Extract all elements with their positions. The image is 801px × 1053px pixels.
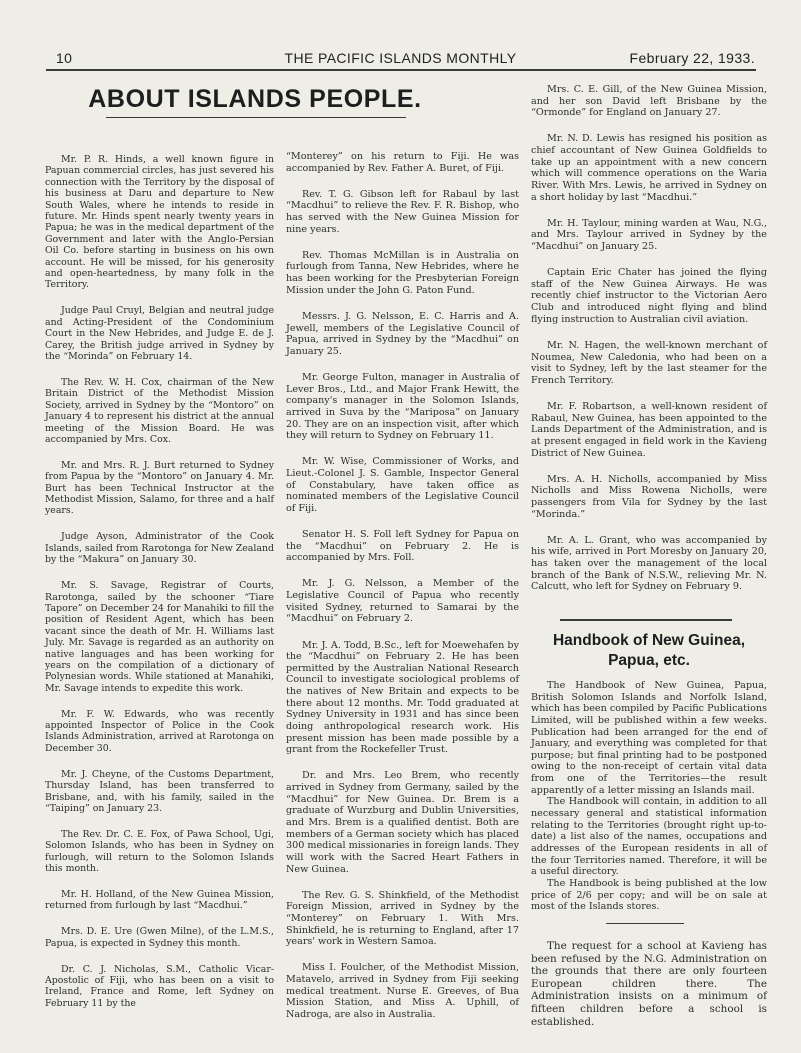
paragraph: The Handbook will contain, in addition to all necessary general and statistical information relating to the Territories (brought right up-to-date) a list also of the names, occupations and addresses of the European residents in all of the four Territories named. Therefore, it will be a useful directory. <box>531 796 767 878</box>
paragraph: Mr. H. Holland, of the New Guinea Mission, returned from furlough by last “Macdhui.” <box>45 889 274 912</box>
paragraph: “Monterey” on his return to Fiji. He was accompanied by Rev. Father A. Buret, of Fiji. <box>286 151 519 174</box>
paragraph: The Handbook is being published at the low price of 2/6 per copy; and will be on sale at most of the Islands stores. <box>531 877 767 913</box>
paragraph: Rev. T. G. Gibson left for Rabaul by last “Macdhui” to relieve the Rev. F. R. Bishop, who has served with the New Guinea Mission for nine years. <box>286 188 519 235</box>
paragraph: Judge Ayson, Administrator of the Cook Islands, sailed from Rarotonga for New Zealand by the “Makura” on January 30. <box>45 531 274 566</box>
paragraph: Senator H. S. Foll left Sydney for Papua on the “Macdhui” on February 2. He is accompanied by Mrs. Foll. <box>286 529 519 564</box>
header-rule <box>46 69 756 71</box>
paragraph: Mrs. A. H. Nicholls, accompanied by Miss Nicholls and Miss Rowena Nicholls, were passengers from Vila for Sydney by the last “Morinda.” <box>531 473 767 520</box>
paragraph: Mr. S. Savage, Registrar of Courts, Rarotonga, sailed by the schooner “Tiare Tapore” on December 24 for Manahiki to fill the position of Resident Agent, which has been vacant since the death of Mr. H. Williams last July. Mr. Savage is regarded as an authority on native languages and has been working for years on the compilation of a dictionary of Polynesian words. While stationed at Manahiki, Mr. Savage intends to expedite this work. <box>45 580 274 694</box>
paragraph: The Rev. G. S. Shinkfield, of the Methodist Foreign Mission, arrived in Sydney by the “Monterey” on February 1. With Mrs. Shinkfield, he is returning to England, after 17 years' work in Western Samoa. <box>286 889 519 948</box>
paragraph: Mr. F. W. Edwards, who was recently appointed Inspector of Police in the Cook Islands Administration, arrived at Rarotonga on December 30. <box>45 708 274 754</box>
section-rule <box>606 923 684 924</box>
handbook-article <box>531 680 767 913</box>
paragraph: Judge Paul Cruyl, Belgian and neutral judge and Acting-President of the Condominium Court in the New Hebrides, and Judge E. de J. Carey, the British judge arrived in Sydney by the “Morinda” on February 14. <box>45 305 274 362</box>
handbook-title: Handbook of New Guinea, Papua, etc. <box>552 632 746 669</box>
paragraph: Dr. C. J. Nicholas, S.M., Catholic Vicar-Apostolic of Fiji, who has been on a visit to Ireland, France and Rome, left Sydney on February 11 by the <box>45 963 274 1009</box>
paragraph: Mrs. D. E. Ure (Gwen Milne), of the L.M.S., Papua, is expected in Sydney this month. <box>45 926 274 949</box>
paragraph: Mr. N. D. Lewis has resigned his position as chief accountant of New Guinea Goldfields to take up an appointment with a new concern which will commence operations on the Waria River. With Mrs. Lewis, he arrived in Sydney on a short holiday by last “Macdhui.” <box>531 133 767 203</box>
paragraph: Mrs. C. E. Gill, of the New Guinea Mission, and her son David left Brisbane by the “Ormonde” for England on January 27. <box>531 84 767 119</box>
paragraph: Messrs. J. G. Nelsson, E. C. Harris and A. Jewell, members of the Legislative Council of Papua, arrived in Sydney by the “Macdhui” on January 25. <box>286 310 519 357</box>
section-rule <box>560 619 732 621</box>
column-1 <box>45 154 274 1024</box>
paragraph: Captain Eric Chater has joined the flying staff of the New Guinea Airways. He was recently chief instructor to the Victorian Aero Club and introduced night flying and blind flying instruction to Australian civil aviation. <box>531 267 767 325</box>
paragraph: Mr. J. Cheyne, of the Customs Department, Thursday Island, has been transferred to Brisbane, and, with his family, sailed in the “Taiping” on January 23. <box>45 768 274 814</box>
column-2 <box>286 151 519 1035</box>
paragraph: Mr. F. Robartson, a well-known resident of Rabaul, New Guinea, has been appointed to the Lands Department of the Administration, and is at present engaged in field work in the Kavieng District of New Guinea. <box>531 400 767 459</box>
paragraph: Mr. A. L. Grant, who was accompanied by his wife, arrived in Port Moresby on January 20, has taken over the management of the local branch of the Bank of N.S.W., relieving Mr. N. Calcutt, who left for Sydney on February 9. <box>531 534 767 593</box>
paragraph: Mr. J. G. Nelsson, a Member of the Legislative Council of Papua who recently visited Sydney, returned to Samarai by the “Macdhui” on February 2. <box>286 578 519 625</box>
paragraph: Dr. and Mrs. Leo Brem, who recently arrived in Sydney from Germany, sailed by the “Macdhui” for New Guinea. Dr. Brem is a graduate of Wurzburg and Dublin Universities, and Mrs. Brem is a qualified dentist. Both are members of a German society which has placed 300 medical missionaries in foreign lands. They will work with the Sacred Heart Fathers in New Guinea. <box>286 770 519 875</box>
issue-date: February 22, 1933. <box>629 50 755 66</box>
paragraph: The Rev. Dr. C. E. Fox, of Pawa School, Ugi, Solomon Islands, who has been in Sydney on furlough, will return to the Solomon Islands this month. <box>45 828 274 875</box>
paragraph: The Rev. W. H. Cox, chairman of the New Britain District of the Methodist Mission Society, arrived in Sydney by the “Montoro” on January 4 to represent his district at the annual meeting of the Mission Board. He was accompanied by Mrs. Cox. <box>45 376 274 445</box>
paragraph: Mr. H. Taylour, mining warden at Wau, N.G., and Mrs. Taylour arrived in Sydney by the “Macdhui” on January 25. <box>531 217 767 253</box>
paragraph: Mr. and Mrs. R. J. Burt returned to Sydney from Papua by the “Montoro” on January 4. Mr. Burt has been Technical Instructor at the Methodist Mission, Salamo, for three and a half years. <box>45 459 274 517</box>
column-3 <box>531 84 767 607</box>
paragraph: The request for a school at Kavieng has been refused by the N.G. Administration on the grounds that there are only fourteen European children there. The Administration insists on a minimum of fifteen children before a school is established. <box>531 940 767 1028</box>
magazine-title: THE PACIFIC ISLANDS MONTHLY <box>284 50 517 66</box>
paragraph: Rev. Thomas McMillan is in Australia on furlough from Tanna, New Hebrides, where he has been working for the Presbyterian Foreign Mission under the John G. Paton Fund. <box>286 249 519 296</box>
paragraph: Mr. P. R. Hinds, a well known figure in Papuan commercial circles, has just severed his connection with the Territory by the disposal of his business at Daru and departure to New South Wales, where he intends to reside in future. Mr. Hinds spent nearly twenty years in Papua; he was in the medical department of the Government and later with the Anglo-Persian Oil Co. before starting in business on his own account. He will be missed, for his generosity and open-heartedness, by many folk in the Territory. <box>45 154 274 291</box>
paragraph: Mr. J. A. Todd, B.Sc., left for Moewehafen by the “Macdhui” on February 2. He has been permitted by the Australian National Research Council to investigate sociological problems of the natives of New Britain and expects to be there about 12 months. Mr. Todd graduated at Sydney University in 1931 and has since been doing anthropological research work. His present mission has been made possible by a grant from the Rockefeller Trust. <box>286 639 519 756</box>
kavieng-note-column <box>531 940 767 1043</box>
headline-underline <box>106 117 406 118</box>
paragraph: Mr. N. Hagen, the well-known merchant of Noumea, New Caledonia, who had been on a visit to Sydney, left by the last steamer for the French Territory. <box>531 339 767 386</box>
paragraph: Mr. W. Wise, Commissioner of Works, and Lieut.-Colonel J. S. Gamble, Inspector General of Constabulary, have taken office as nominated members of the Legislative Council of Fiji. <box>286 456 519 514</box>
page-number: 10 <box>56 50 73 66</box>
paragraph: The Handbook of New Guinea, Papua, British Solomon Islands and Norfolk Island, which has been compiled by Pacific Publications Limited, will be published within a few weeks. Publication had been arranged for the end of January, and everything was completed for that purpose; but final printing had to be postponed owing to the non-receipt of certain vital data from one of the Territories—the result apparently of a letter missing an Islands mail. <box>531 680 767 796</box>
headline: ABOUT ISLANDS PEOPLE. <box>88 85 422 113</box>
paragraph: Mr. George Fulton, manager in Australia of Lever Bros., Ltd., and Major Frank Hewitt, the company's manager in the Solomon Islands, arrived in Suva by the “Mariposa” on January 20. They are on an inspection visit, after which they will return to Sydney on February 11. <box>286 371 519 442</box>
paragraph: Miss I. Foulcher, of the Methodist Mission, Matavelo, arrived in Sydney from Fiji seeking medical treatment. Nurse E. Greeves, of Bua Mission Station, and Miss A. Uphill, of Nadroga, are also in Australia. <box>286 962 519 1020</box>
